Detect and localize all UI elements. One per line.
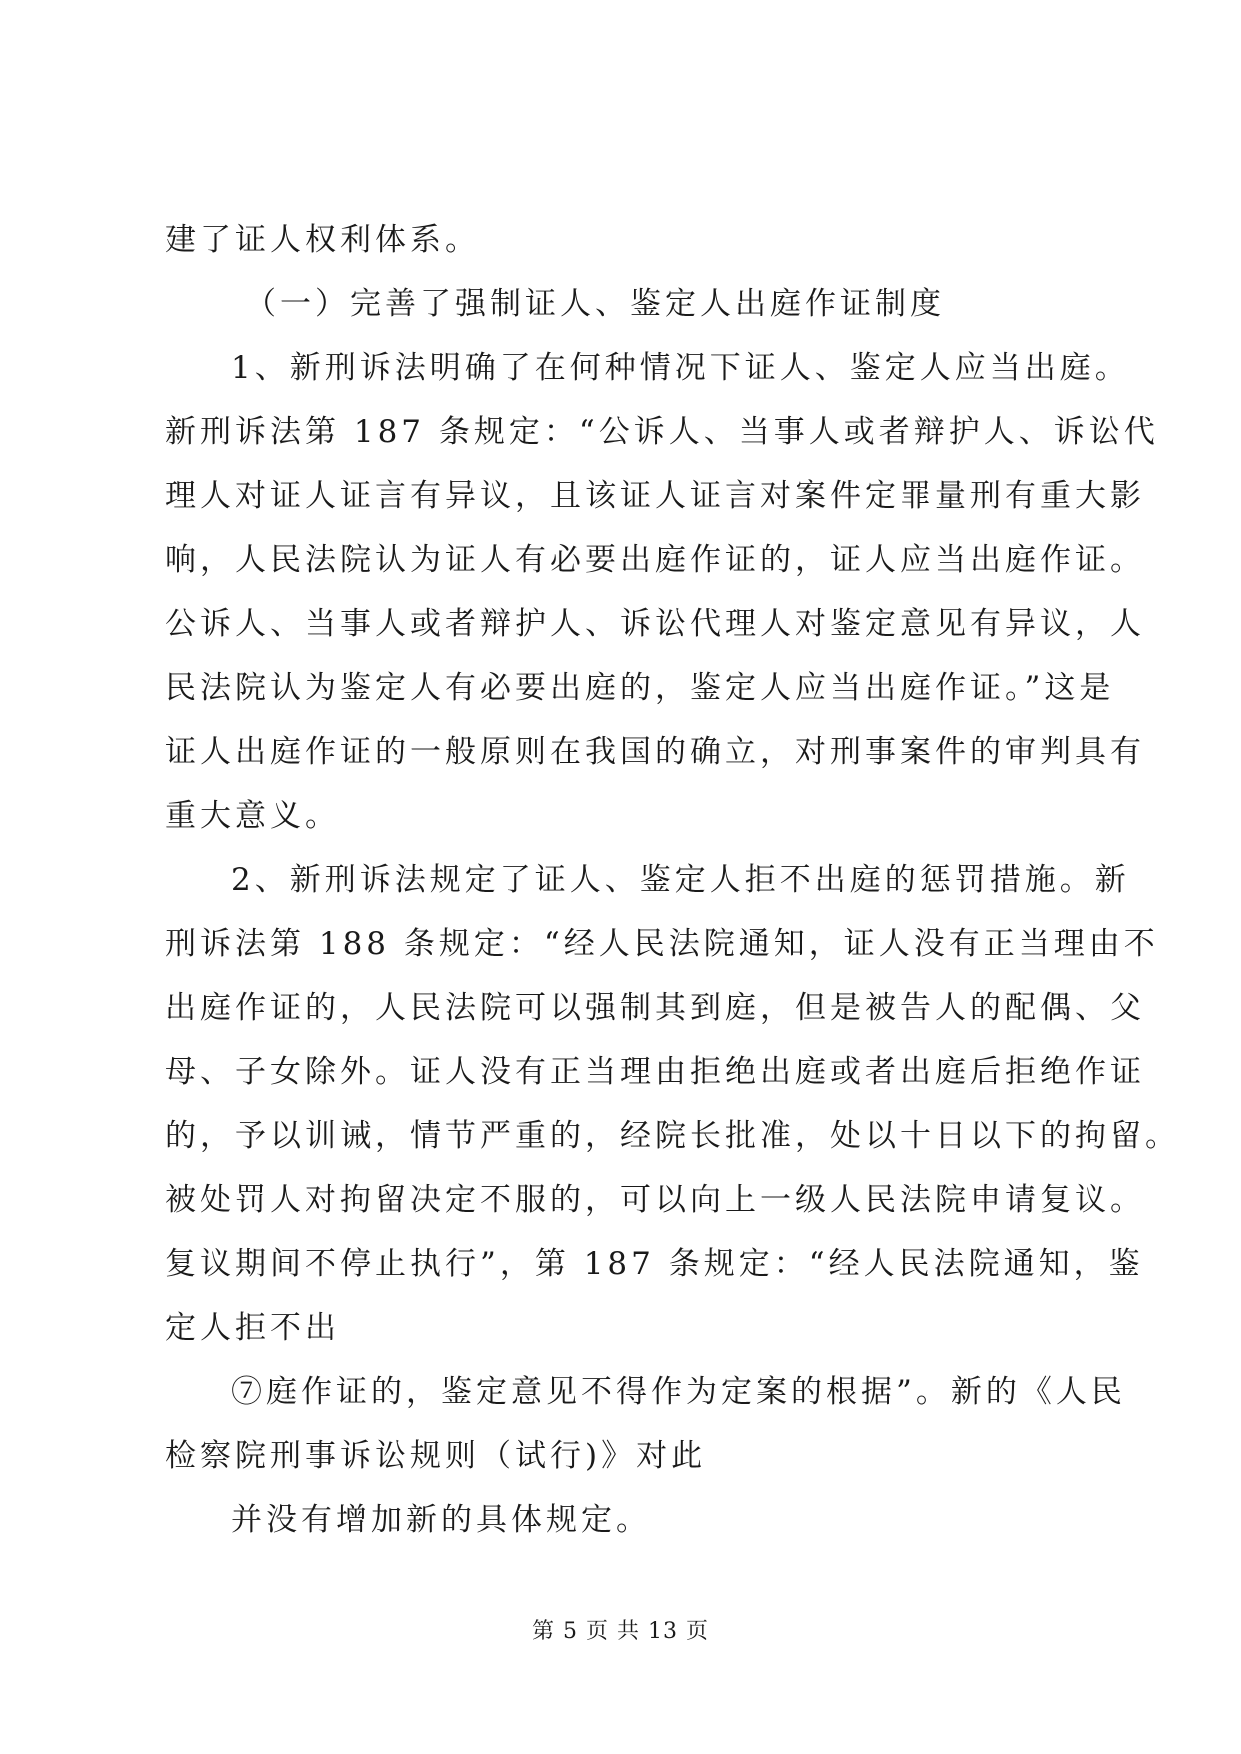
page-number-footer: 第 5 页 共 13 页 <box>532 1619 709 1644</box>
text-line: 定人拒不出 <box>165 1310 340 1346</box>
paragraph-start: ⑦庭作证的，鉴定意见不得作为定案的根据”。新的《人民 <box>231 1374 1126 1410</box>
text-line: 母、子女除外。证人没有正当理由拒绝出庭或者出庭后拒绝作证 <box>165 1054 1145 1090</box>
text-line: 刑诉法第 188 条规定：“经人民法院通知，证人没有正当理由不 <box>165 926 1159 962</box>
text-line: 新刑诉法第 187 条规定：“公诉人、当事人或者辩护人、诉讼代 <box>165 414 1159 450</box>
text-line: 公诉人、当事人或者辩护人、诉讼代理人对鉴定意见有异议，人 <box>165 606 1145 642</box>
text-line: 复议期间不停止执行”，第 187 条规定：“经人民法院通知，鉴 <box>165 1246 1144 1282</box>
paragraph-start: 并没有增加新的具体规定。 <box>231 1502 651 1538</box>
text-line: 证人出庭作证的一般原则在我国的确立，对刑事案件的审判具有 <box>165 734 1145 770</box>
section-heading: （一）完善了强制证人、鉴定人出庭作证制度 <box>245 286 945 322</box>
text-line: 重大意义。 <box>165 798 340 834</box>
text-line: 出庭作证的，人民法院可以强制其到庭，但是被告人的配偶、父 <box>165 990 1145 1026</box>
paragraph-start: 1、新刑诉法明确了在何种情况下证人、鉴定人应当出庭。 <box>231 350 1130 386</box>
text-line: 理人对证人证言有异议，且该证人证言对案件定罪量刑有重大影 <box>165 478 1145 514</box>
text-line: 被处罚人对拘留决定不服的，可以向上一级人民法院申请复议。 <box>165 1182 1145 1218</box>
text-line: 民法院认为鉴定人有必要出庭的，鉴定人应当出庭作证。”这是 <box>165 670 1115 706</box>
body-text <box>165 208 1180 1552</box>
text-line: 建了证人权利体系。 <box>165 222 480 258</box>
text-line: 检察院刑事诉讼规则（试行)》对此 <box>165 1438 707 1474</box>
text-line: 的，予以训诫，情节严重的，经院长批准，处以十日以下的拘留。 <box>165 1118 1180 1154</box>
text-line: 响，人民法院认为证人有必要出庭作证的，证人应当出庭作证。 <box>165 542 1145 578</box>
paragraph-start: 2、新刑诉法规定了证人、鉴定人拒不出庭的惩罚措施。新 <box>231 862 1130 898</box>
